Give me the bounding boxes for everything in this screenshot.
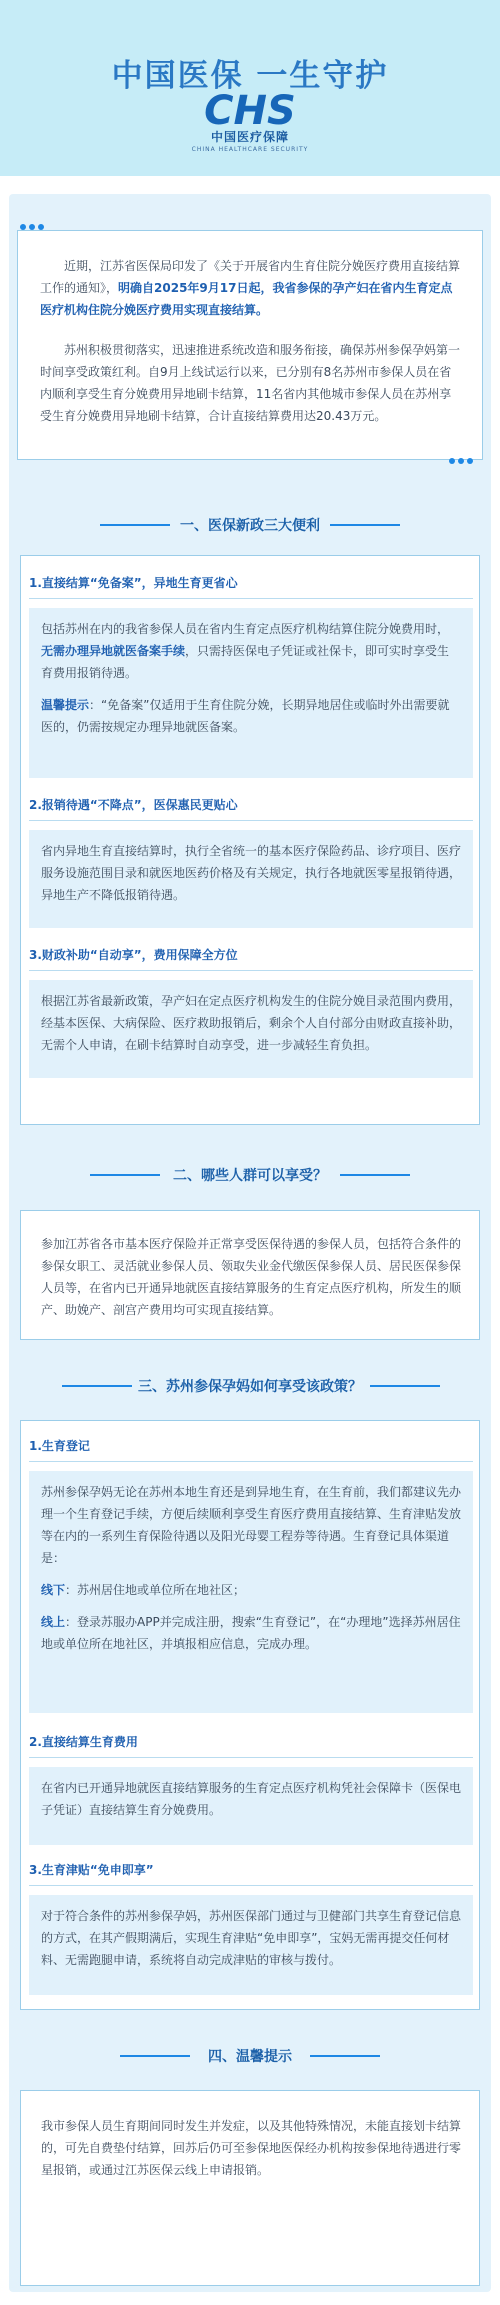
divider: [29, 1757, 473, 1758]
benefit-1-text-a: 包括苏州在内的我省参保人员在省内生育定点医疗机构结算住院分娩费用时，: [41, 622, 450, 636]
title-bar-right: [310, 2055, 380, 2057]
section-2-card: [20, 1210, 480, 1340]
divider: [29, 598, 473, 599]
section-2-title-text: 二、哪些人群可以享受？: [173, 1168, 327, 1184]
header-slogan: 中国医保 一生守护: [111, 58, 389, 94]
title-bar-right: [370, 1385, 440, 1387]
section-2-title: [0, 1165, 500, 1185]
section-3-card: [20, 1420, 480, 2010]
benefit-3-box: [29, 980, 473, 1078]
section-1-title: [0, 515, 500, 535]
intro-paragraph-2: 苏州积极贯彻落实，迅速推进系统改造和服务衔接，确保苏州参保孕妈第一时间享受政策红利。自9月上线试运行以来，已分别有8名苏州市参保人员在省内顺利享受生育分娩费用异地刷卡结算，11名省内其他城市参保人员在苏州享受生育分娩费用异地刷卡结算，合计直接结算费用达20.43万元。: [40, 343, 461, 423]
benefit-1-text-c: ，只需持医保电子凭证或社保卡，即可实时享受生育费用报销待遇。: [41, 644, 450, 680]
section-1-title-text: 一、医保新政三大便利: [180, 518, 320, 534]
step-1-heading: 1.生育登记: [29, 1439, 90, 1453]
title-bar-left: [100, 524, 170, 526]
section-4-box: [29, 2105, 473, 2205]
title-bar-left: [90, 1174, 160, 1176]
benefit-1-highlight: 无需办理异地就医备案手续: [41, 644, 186, 658]
logo-chinese-name: 中国医疗保障: [210, 130, 289, 144]
step-1-online: [41, 1611, 461, 1655]
step-1-text: 苏州参保孕妈无论在苏州本地生育还是到异地生育，在生育前，我们都建议先办理一个生育登记手续，方便后续顺利享受生育医疗费用直接结算、生育津贴发放等在内的一系列生育保险待遇以及阳光母婴工程券等待遇。生育登记具体渠道是：: [41, 1485, 462, 1565]
title-bar-right: [340, 1174, 410, 1176]
online-text: ：登录苏服办APP并完成注册，搜索“生育登记”，在“办理地”选择苏州居住地或单位所在地社区，并填报相应信息，完成办理。: [41, 1615, 461, 1651]
offline-text: ：苏州居住地或单位所在地社区；: [65, 1583, 246, 1597]
chs-logo: [197, 84, 303, 134]
title-bar-right: [330, 524, 400, 526]
benefit-3-text: 根据江苏省最新政策，孕产妇在定点医疗机构发生的住院分娩目录范围内费用，经基本医保、大病保险、医疗救助报销后，剩余个人自付部分由财政直接补助，无需个人申请，在刷卡结算时自动享受，进一步减轻生育负担。: [41, 994, 462, 1052]
step-3-heading: 3.生育津贴“免申即享”: [29, 1863, 154, 1877]
benefit-1-heading: 1.直接结算“免备案”，异地生育更省心: [29, 576, 238, 590]
benefit-1-tip: [41, 694, 461, 738]
benefit-1-text: [41, 618, 461, 684]
intro-paragraph-1: [40, 255, 462, 321]
section-2-box: [29, 1223, 473, 1327]
title-bar-left: [120, 2055, 190, 2057]
benefit-1-box: [29, 608, 473, 778]
step-2-heading: 2.直接结算生育费用: [29, 1735, 138, 1749]
step-3-box: [29, 1895, 473, 1995]
section-3-title: [0, 1376, 500, 1396]
section-1-card: [20, 555, 480, 1125]
tip-label: 温馨提示: [41, 698, 90, 712]
online-label: 线上: [41, 1615, 66, 1629]
offline-label: 线下: [41, 1583, 66, 1597]
intro-text: 近期，江苏省医保局印发了《关于开展省内生育住院分娩医疗费用直接结算工作的通知》，: [40, 259, 461, 295]
benefit-2-box: [29, 830, 473, 928]
section-4-card: [20, 2090, 480, 2286]
divider: [29, 820, 473, 821]
benefit-2-heading: 2.报销待遇“不降点”，医保惠民更贴心: [29, 798, 238, 812]
divider: [29, 970, 473, 971]
section-4-title: [0, 2046, 500, 2066]
section-4-text: 我市参保人员生育期间同时发生并发症，以及其他特殊情况，未能直接划卡结算的，可先自费垫付结算，回苏后仍可至参保地医保经办机构按参保地待遇进行零星报销，或通过江苏医保云线上申请报销。: [41, 2119, 462, 2177]
section-4-title-text: 四、温馨提示: [208, 2049, 292, 2065]
section-3-title-text: 三、苏州参保孕妈如何享受该政策？: [138, 1379, 362, 1395]
logo-mark: CHS: [204, 88, 296, 134]
section-2-text: 参加江苏省各市基本医疗保险并正常享受医保待遇的参保人员，包括符合条件的参保女职工、灵活就业参保人员、领取失业金代缴医保参保人员、居民医保参保人员等，在省内已开通异地就医直接结算服务的生育定点医疗机构，所发生的顺产、助娩产、剖宫产费用均可实现直接结算。: [41, 1237, 462, 1317]
tip-text: ：“免备案”仅适用于生育住院分娩，长期异地居住或临时外出需要就医的，仍需按规定办理异地就医备案。: [41, 698, 450, 734]
benefit-3-heading: 3.财政补助“自动享”，费用保障全方位: [29, 948, 238, 962]
step-2-text: 在省内已开通异地就医直接结算服务的生育定点医疗机构凭社会保障卡（医保电子凭证）直接结算生育分娩费用。: [41, 1781, 462, 1817]
divider: [29, 1461, 473, 1462]
step-2-box: [29, 1767, 473, 1845]
step-3-text: 对于符合条件的苏州参保孕妈，苏州医保部门通过与卫健部门共享生育登记信息的方式，在其产假期满后，实现生育津贴“免申即享”，宝妈无需再提交任何材料、无需跑腿申请，系统将自动完成津贴的审核与拨付。: [41, 1909, 462, 1967]
header-banner: [0, 0, 500, 176]
decorative-dots-bottom: [449, 458, 473, 464]
step-1-offline: [41, 1579, 461, 1601]
divider: [29, 1885, 473, 1886]
intro-card: [17, 230, 483, 460]
benefit-2-text: 省内异地生育直接结算时，执行全省统一的基本医疗保险药品、诊疗项目、医疗服务设施范围目录和就医地医药价格及有关规定，执行各地就医零星报销待遇，异地生产不降低报销待遇。: [41, 844, 462, 902]
step-1-box: [29, 1471, 473, 1713]
logo-english-name: CHINA HEALTHCARE SECURITY: [191, 146, 309, 153]
title-bar-left: [62, 1385, 132, 1387]
intro-highlight: 明确自2025年9月17日起，我省参保的孕产妇在省内生育定点医疗机构住院分娩医疗费用实现直接结算。: [40, 281, 453, 317]
